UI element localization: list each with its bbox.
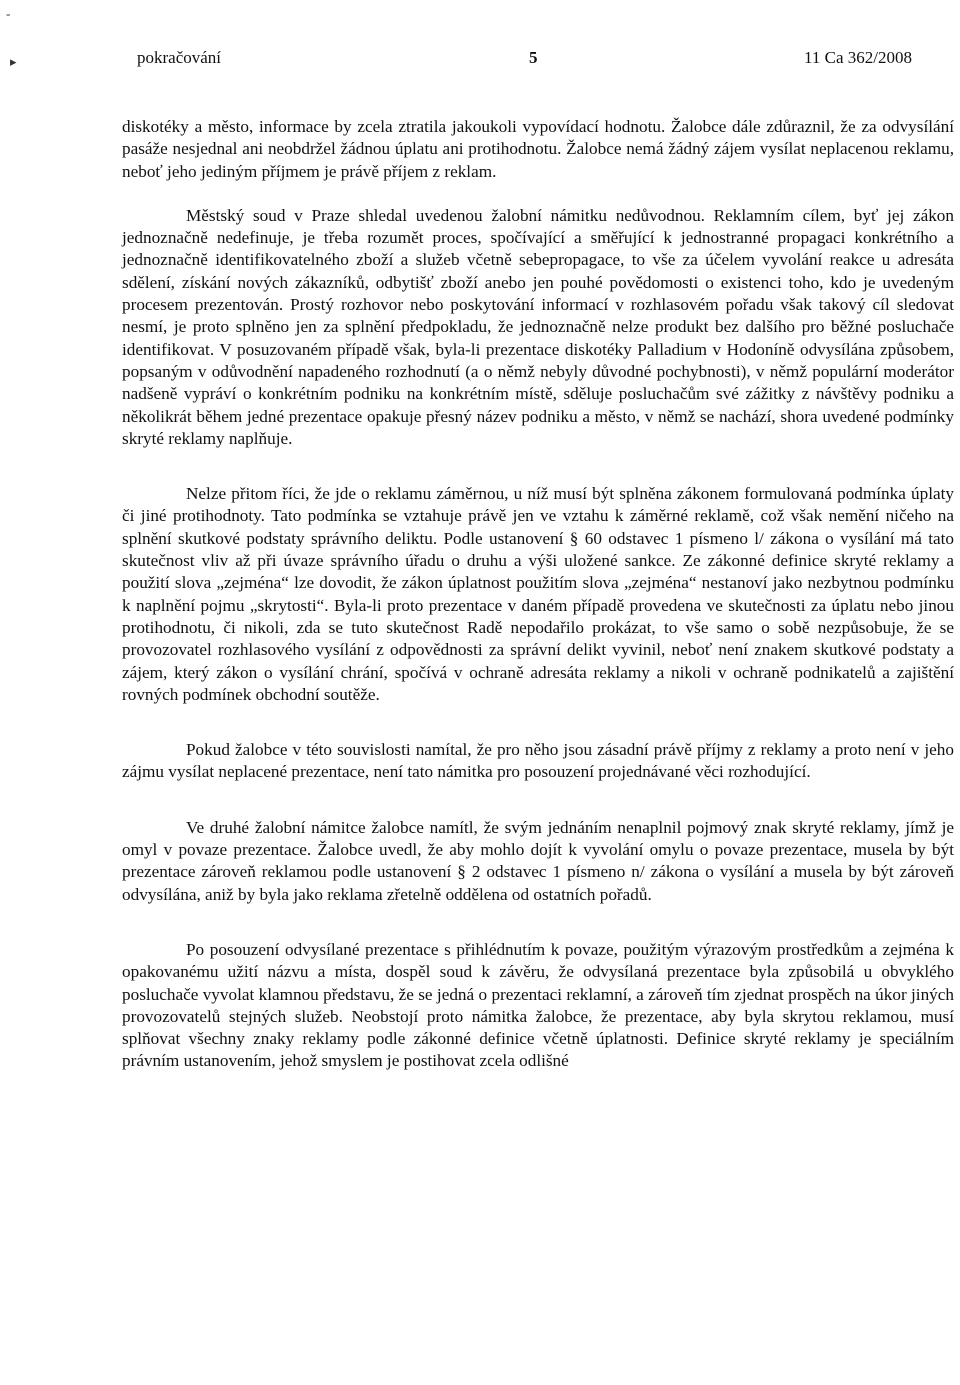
paragraph: Po posouzení odvysílané prezentace s přihlédnutím k povaze, použitým výrazovým prostředkům a zejména k opakovanému užití názvu a místa, dospěl soud k závěru, že odvysílaná prezentace byla způsobilá u obvyklého posluchače vyvolat klamnou představu, že se jedná o prezentaci reklamní, a zároveň tím zjednat prospěch na úkor jiných provozovatelů stejných služeb. Neobstojí proto námitka žalobce, že prezentace, aby byla skrytou reklamou, musí splňovat všechny znaky reklamy podle zákonné definice včetně úplatnosti. Definice skryté reklamy je speciálním právním ustanovením, jehož smyslem je postihovat zcela odlišné bbox=[122, 939, 954, 1071]
header-continuation: pokračování bbox=[137, 48, 222, 67]
margin-mark: - bbox=[6, 6, 11, 21]
page-number: 5 bbox=[529, 48, 538, 67]
margin-mark: ▸ bbox=[10, 54, 17, 69]
paragraph: Městský soud v Praze shledal uvedenou žalobní námitku nedůvodnou. Reklamním cílem, byť jej zákon jednoznačně nedefinuje, je třeba rozumět proces, spočívající a směřující k jednostranné propagaci konkrétního a jednoznačně identifikovatelného zboží a služeb včetně sebepropagace, to vše za účelem vyvolání reakce u adresáta sdělení, získání nových zákazníků, odbytišť zboží anebo jen pouhé povědomosti o existenci toho, kdo je uvedeným procesem prezentován. Prostý rozhovor nebo poskytování informací v rozhlasovém pořadu však takový cíl sledovat nesmí, je proto splněno jen za splnění předpokladu, že jednoznačně nelze produkt bez dalšího pro běžné posluchače identifikovat. V posuzovaném případě však, byla-li prezentace diskotéky Palladium v Hodoníně odvysílána způsobem, popsaným v odůvodnění napadeného rozhodnutí (a o němž nebyly důvodné pochybnosti), v němž populární moderátor nadšeně vypráví o konkrétním podniku na konkrétním místě, sděluje posluchačům své zážitky z návštěvy podniku a několikrát během jedné prezentace opakuje přesný název podniku a město, v němž se nachází, shora uvedené podmínky skryté reklamy naplňuje. bbox=[122, 205, 954, 448]
document-body bbox=[122, 116, 954, 1073]
paragraph: Nelze přitom říci, že jde o reklamu záměrnou, u níž musí být splněna zákonem formulovaná podmínka úplaty či jiné protihodnoty. Tato podmínka se vztahuje právě jen ve vztahu k záměrné reklamě, což však nemění ničeho na splnění skutkové podstaty správního deliktu. Podle ustanovení § 60 odstavec 1 písmeno l/ zákona o vysílání má tato skutečnost vliv až při úvaze správního úřadu o druhu a výši uložené sankce. Ze zákonné definice skryté reklamy a použití slova „zejména“ lze dovodit, že zákon úplatnost použitím slova „zejména“ nestanoví jako nezbytnou podmínku k naplnění pojmu „skrytosti“. Byla-li proto prezentace v daném případě provedena ve skutečnosti za úplatu nebo jinou protihodnotu, či nikoli, zda se tuto skutečnost Radě nepodařilo prokázat, to vše samo o sobě nezpůsobuje, že se provozovatel rozhlasového vysílání z odpovědnosti za správní delikt vyvinil, neboť není znakem skutkové podstaty a zájem, který zákon o vysílání chrání, spočívá v ochraně adresáta reklamy a nikoli v ochraně podnikatelů a zajištění rovných podmínek obchodní soutěže. bbox=[122, 484, 954, 704]
page-header bbox=[137, 48, 912, 72]
paragraph: diskotéky a město, informace by zcela ztratila jakoukoli vypovídací hodnotu. Žalobce dále zdůraznil, že za odvysílání pasáže nesjednal ani neobdržel žádnou úplatu ani protihodnotu. Žalobce nemá žádný zájem vysílat neplacenou reklamu, neboť jeho jediným příjmem je právě příjem z reklam. bbox=[122, 117, 954, 181]
paragraph: Ve druhé žalobní námitce žalobce namítl, že svým jednáním nenaplnil pojmový znak skryté reklamy, jímž je omyl v povaze prezentace. Žalobce uvedl, že aby mohlo dojít k vyvolání omylu o povaze prezentace, musela by být prezentace zároveň reklamou podle ustanovení § 2 odstavec 1 písmeno n/ zákona o vysílání a musela by být zároveň odvysílána, aniž by byla jako reklama zřetelně oddělena od ostatních pořadů. bbox=[122, 817, 954, 904]
paragraph: Pokud žalobce v této souvislosti namítal, že pro něho jsou zásadní právě příjmy z reklamy a proto není v jeho zájmu vysílat neplacené prezentace, není tato námitka pro posouzení projednávané věci rozhodující. bbox=[122, 740, 954, 782]
case-number: 11 Ca 362/2008 bbox=[804, 48, 912, 67]
